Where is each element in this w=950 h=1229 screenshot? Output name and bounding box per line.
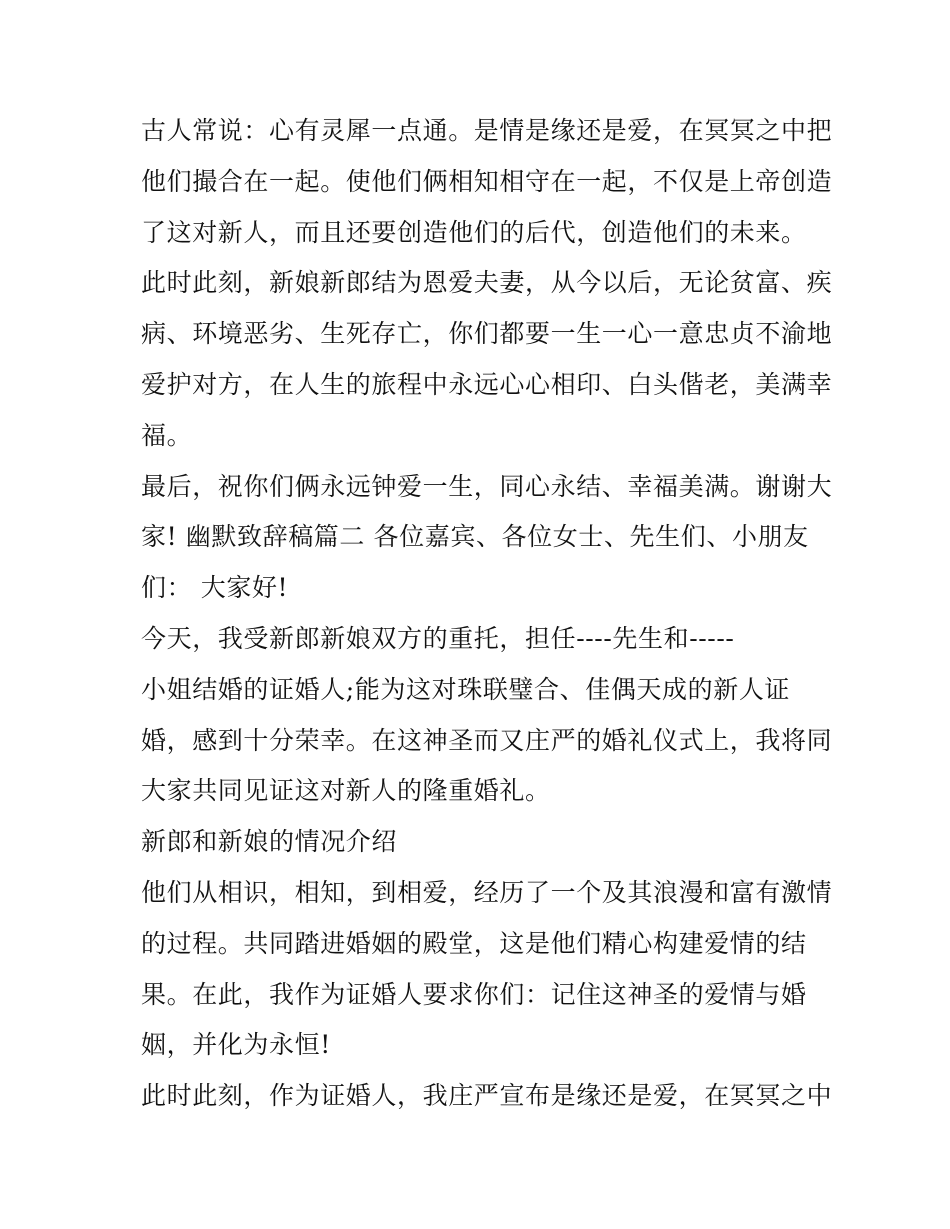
text-line: 福。 [141, 420, 193, 450]
text-line: 姻，并化为永恒! [141, 1030, 331, 1060]
text-line: 果。在此，我作为证婚人要求你们：记住这神圣的爱情与婚 [141, 979, 807, 1009]
text-line: 小姐结婚的证婚人;能为这对珠联璧合、佳偶天成的新人证 [141, 674, 791, 704]
text-line: 他们从相识，相知，到相爱，经历了一个及其浪漫和富有激情 [141, 877, 833, 907]
section-heading: 新郎和新娘的情况介绍 [141, 827, 398, 857]
text-line: 婚，感到十分荣幸。在这神圣而又庄严的婚礼仪式上，我将同 [141, 725, 833, 755]
text-line: 的过程。共同踏进婚姻的殿堂，这是他们精心构建爱情的结 [141, 928, 807, 958]
text-line: 今天，我受新郎新娘双方的重托，担任----先生和----- [141, 623, 735, 653]
text-line: 病、环境恶劣、生死存亡，你们都要一生一心一意忠贞不渝地 [141, 319, 833, 349]
text-line: 爱护对方，在人生的旅程中永远心心相印、白头偕老，美满幸 [141, 369, 833, 399]
text-line: 最后，祝你们俩永远钟爱一生，同心永结、幸福美满。谢谢大 [141, 471, 833, 501]
text-line: 了这对新人，而且还要创造他们的后代，创造他们的未来。 [141, 217, 807, 247]
document-body [141, 106, 833, 1122]
text-line: 们： 大家好! [141, 573, 289, 603]
text-line: 此时此刻，作为证婚人，我庄严宣布是缘还是爱，在冥冥之中 [141, 1081, 833, 1111]
text-line: 大家共同见证这对新人的隆重婚礼。 [141, 776, 551, 806]
text-line: 他们撮合在一起。使他们俩相知相守在一起，不仅是上帝创造 [141, 166, 833, 196]
text-line: 此时此刻，新娘新郎结为恩爱夫妻，从今以后，无论贫富、疾 [141, 268, 833, 298]
text-line: 家! 幽默致辞稿篇二 各位嘉宾、各位女士、先生们、小朋友 [141, 522, 809, 552]
text-line: 古人常说：心有灵犀一点通。是情是缘还是爱，在冥冥之中把 [141, 116, 833, 145]
